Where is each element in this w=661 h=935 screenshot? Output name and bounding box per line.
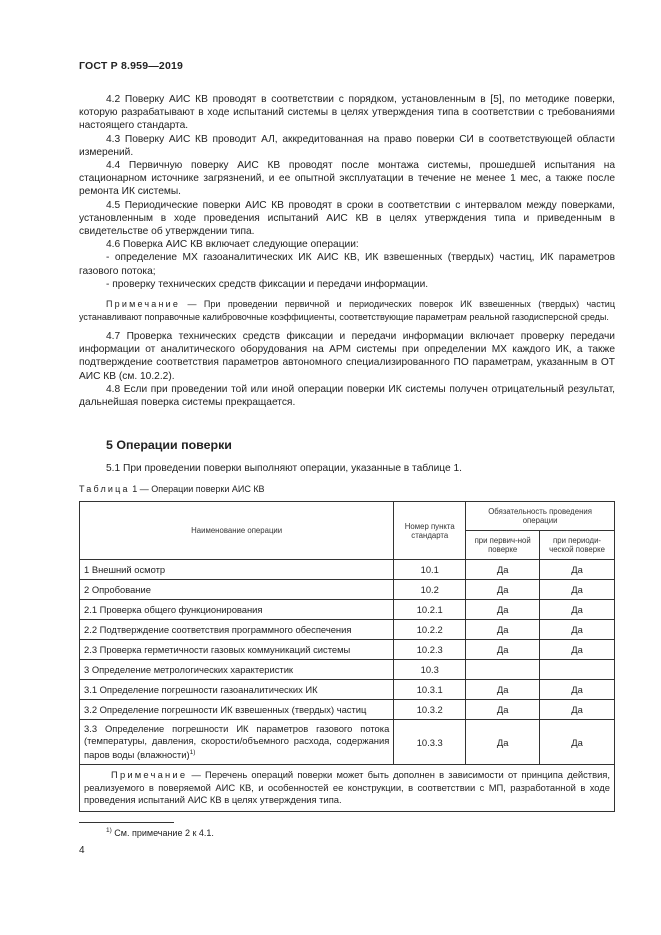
table-caption — [79, 484, 265, 494]
table-caption-text: 1 — Операции поверки АИС КВ — [129, 484, 265, 494]
footnote — [106, 827, 214, 838]
row-operation-name: 2.3 Проверка герметичности газовых коммуникаций системы — [80, 640, 394, 660]
row-clause: 10.2.3 — [394, 640, 466, 660]
paragraph-4-6-item-1: - определение МХ газоаналитических ИК АИС КВ, ИК взвешенных (твердых) частиц, ИК параметров газового потока; — [79, 252, 615, 277]
table-note — [80, 765, 615, 812]
header-primary-verification: при первич-ной поверке — [466, 531, 540, 560]
table-row — [80, 640, 615, 660]
header-mandatory: Обязательность проведения операции — [466, 502, 615, 531]
table-row — [80, 600, 615, 620]
table-row — [80, 620, 615, 640]
row-primary — [466, 660, 540, 680]
note-text: — При проведении первичной и периодических поверок ИК взвешенных (твердых) частиц устанавливают поправочные калибровочные коэффициенты, соответствующие параметрам реальной газодисперсной среды. — [79, 299, 615, 322]
operations-table — [79, 501, 615, 812]
paragraph-4-4: 4.4 Первичную поверку АИС КВ проводят после монтажа системы, прошедшей испытания на стационарном источнике загрязнений, и ее опытной эксплуатации в течение не менее 1 мес, а также после ремонта ИК системы. — [79, 160, 615, 198]
table-row — [80, 720, 615, 765]
table-row — [80, 700, 615, 720]
footnote-divider — [79, 822, 174, 823]
row-periodic: Да — [540, 680, 615, 700]
note-label: Примечание — [106, 299, 181, 310]
table-note-label: Примечание — [111, 769, 188, 780]
table-row — [80, 680, 615, 700]
header-clause-number: Номер пункта стандарта — [394, 502, 466, 560]
table-caption-label: Таблица — [79, 484, 130, 494]
section4-body — [79, 93, 615, 409]
table-note-text: — Перечень операций поверки может быть дополнен в зависимости от принципа действия, реализуемого в поверяемой АИС КВ, и особенностей ее конструкции, в соответствии с МП, разработанной в ходе проведения испытаний АИС КВ в целях утверждения типа. — [84, 769, 610, 805]
paragraph-4-8: 4.8 Если при проведении той или иной операции поверки ИК системы получен отрицательный результат, дальнейшая поверка системы прекращается. — [79, 383, 615, 409]
row-periodic: Да — [540, 580, 615, 600]
row-operation-name: 3 Определение метрологических характеристик — [80, 660, 394, 680]
row-operation-name: 2.1 Проверка общего функционирования — [80, 600, 394, 620]
paragraph-4-3: 4.3 Поверку АИС КВ проводит АЛ, аккредитованная на право поверки СИ в соответствующей области измерений. — [79, 133, 615, 158]
row-periodic: Да — [540, 560, 615, 580]
row-primary: Да — [466, 600, 540, 620]
row-operation-name: 3.2 Определение погрешности ИК взвешенных (твердых) частиц — [80, 700, 394, 720]
row-operation-name: 2.2 Подтверждение соответствия программного обеспечения — [80, 620, 394, 640]
row-operation-name: 2 Опробование — [80, 580, 394, 600]
row-periodic: Да — [540, 600, 615, 620]
table-row — [80, 660, 615, 680]
paragraph-4-5: 4.5 Периодические поверки АИС КВ проводят в сроки в соответствии с интервалом между поверками, установленным в ходе проведения испытаний АИС КВ в целях утверждения типа и приведенным в свидетельстве об утверждении типа. — [79, 199, 615, 238]
paragraph-4-6-item-2: - проверку технических средств фиксации и передачи информации. — [106, 278, 429, 290]
row-primary: Да — [466, 560, 540, 580]
header-periodic-verification: при периоди-ческой поверке — [540, 531, 615, 560]
row-periodic: Да — [540, 620, 615, 640]
section-5-title: 5 Операции поверки — [106, 438, 232, 452]
row-operation-name: 1 Внешний осмотр — [80, 560, 394, 580]
page-number: 4 — [79, 845, 85, 856]
row-primary: Да — [466, 640, 540, 660]
row-operation-name — [80, 720, 394, 765]
footnote-ref: 1) — [189, 748, 196, 756]
row-periodic: Да — [540, 720, 615, 765]
row-primary: Да — [466, 620, 540, 640]
row-periodic — [540, 660, 615, 680]
header-operation-name: Наименование операции — [80, 502, 394, 560]
footnote-text: См. примечание 2 к 4.1. — [111, 828, 214, 838]
row-clause: 10.2.2 — [394, 620, 466, 640]
table-row — [80, 560, 615, 580]
row-clause: 10.2.1 — [394, 600, 466, 620]
paragraph-4-7: 4.7 Проверка технических средств фиксации и передачи информации включает проверку передачи информации от аналитического оборудования на АРМ системы при определении МХ каждого ИК, а также подтверждение соответствия параметров автономного специализированного ПО параметрам, указанным в ОТ АИС КВ (см. 10.2.2). — [79, 331, 615, 382]
row-primary: Да — [466, 580, 540, 600]
row-primary: Да — [466, 700, 540, 720]
footnote-mark: 1) — [106, 827, 112, 834]
row-clause: 10.3.3 — [394, 720, 466, 765]
row-primary: Да — [466, 720, 540, 765]
row-periodic: Да — [540, 640, 615, 660]
row-primary: Да — [466, 680, 540, 700]
row-clause: 10.3.1 — [394, 680, 466, 700]
note-4-6 — [79, 298, 615, 323]
row-periodic: Да — [540, 700, 615, 720]
paragraph-4-6: 4.6 Поверка АИС КВ включает следующие операции: — [106, 239, 359, 251]
paragraph-4-2: 4.2 Поверку АИС КВ проводят в соответствии с порядком, установленным в [5], по методике поверки, которую разрабатывают в ходе испытаний системы в целях утверждения типа в соответствии с требованиями настоящего стандарта. — [79, 94, 615, 132]
row-operation-name-text: 3.3 Определение погрешности ИК параметров газового потока (температуры, давления, скорости/объемного расхода, содержания паров воды (влажности) — [84, 722, 390, 761]
paragraph-5-1: 5.1 При проведении поверки выполняют операции, указанные в таблице 1. — [106, 463, 462, 474]
row-clause: 10.1 — [394, 560, 466, 580]
row-clause: 10.3.2 — [394, 700, 466, 720]
row-clause: 10.2 — [394, 580, 466, 600]
table-row — [80, 580, 615, 600]
standard-code-header: ГОСТ Р 8.959—2019 — [79, 60, 184, 72]
row-operation-name: 3.1 Определение погрешности газоаналитических ИК — [80, 680, 394, 700]
row-clause: 10.3 — [394, 660, 466, 680]
